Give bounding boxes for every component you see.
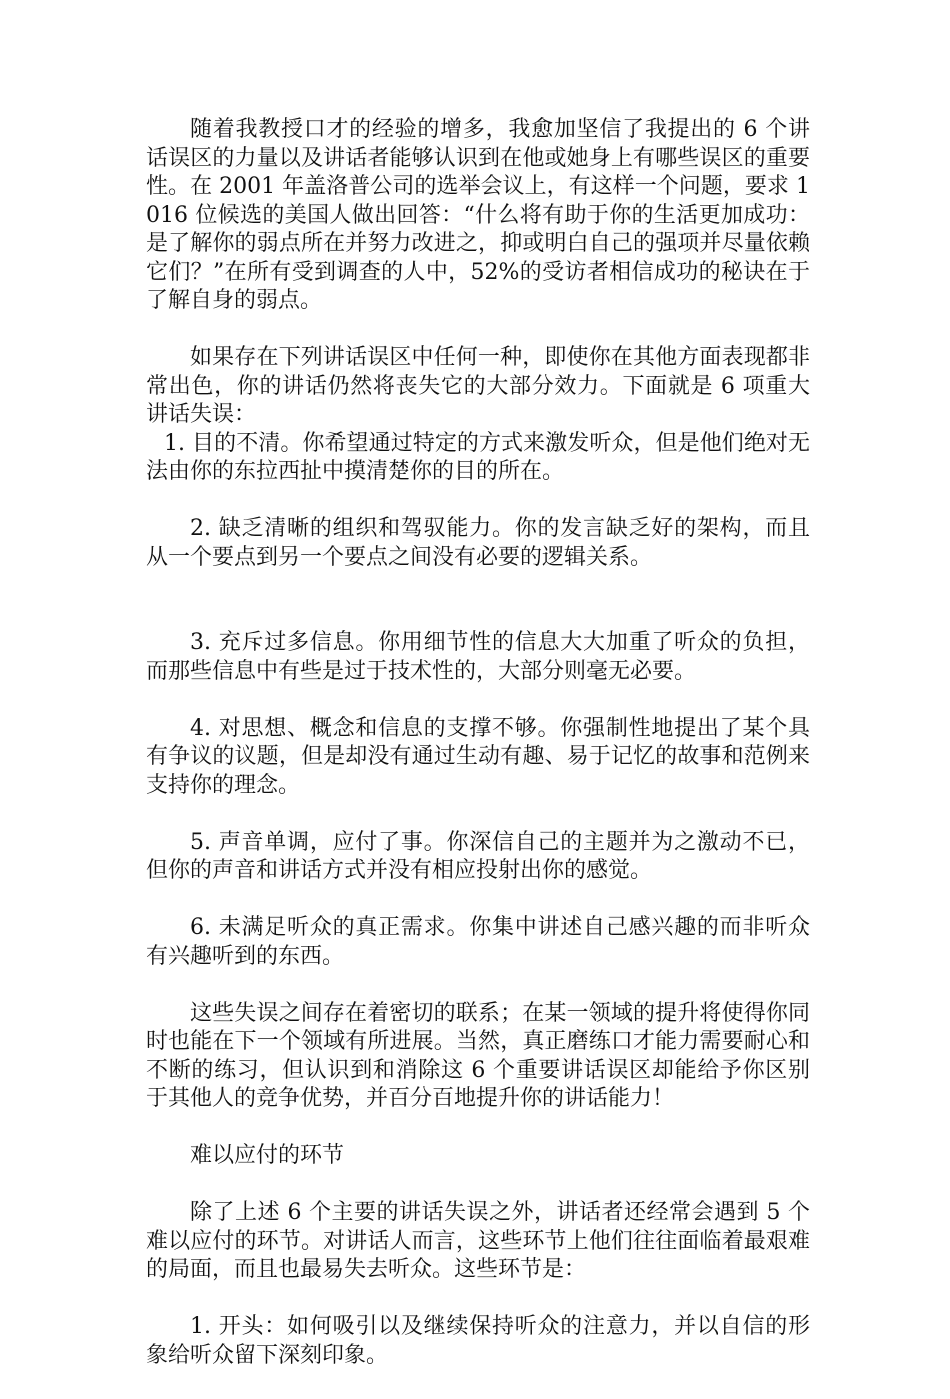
list-item-error-3: 3. 充斥过多信息。你用细节性的信息大大加重了听众的负担，而那些信息中有些是过于技术性的，大部分则毫无必要。 (146, 630, 810, 684)
section-heading: 难以应付的环节 (190, 1143, 345, 1168)
document-body (146, 116, 810, 1399)
list-item-stage-1: 1. 开头：如何吸引以及继续保持听众的注意力，并以自信的形象给听众留下深刻印象。 (146, 1314, 810, 1368)
list-item-error-2: 2. 缺乏清晰的组织和驾驭能力。你的发言缺乏好的架构，而且从一个要点到另一个要点之间没有必要的逻辑关系。 (146, 516, 810, 570)
list-item-error-1: 1. 目的不清。你希望通过特定的方式来激发听众，但是他们绝对无法由你的东拉西扯中摸清楚你的目的所在。 (146, 430, 810, 484)
list-item-error-6: 6. 未满足听众的真正需求。你集中讲述自己感兴趣的而非听众有兴趣听到的东西。 (146, 915, 810, 969)
list-item-error-4: 4. 对思想、概念和信息的支撑不够。你强制性地提出了某个具有争议的议题，但是却没有通过生动有趣、易于记忆的故事和范例来支持你的理念。 (146, 715, 810, 798)
list-item-error-5: 5. 声音单调，应付了事。你深信自己的主题并为之激动不已，但你的声音和讲话方式并没有相应投射出你的感觉。 (146, 829, 810, 883)
paragraph-intro: 随着我教授口才的经验的增多，我愈加坚信了我提出的 6 个讲话误区的力量以及讲话者能够认识到在他或她身上有哪些误区的重要性。在 2001 年盖洛普公司的选举会议上，有这样一个问题，要求 1 016 位候选的美国人做出回答：“什么将有助于你的生活更加成功：是了解你的弱点所在并努力改进之，抑或明白自己的强项并尽量依赖它们？”在所有受到调查的人中，52%的受访者相信成功的秘诀在于了解自身的弱点。 (146, 117, 810, 313)
paragraph-six-errors-lead: 如果存在下列讲话误区中任何一种，即使你在其他方面表现都非常出色，你的讲话仍然将丧失它的大部分效力。下面就是 6 项重大讲话失误： (146, 345, 810, 427)
paragraph-difficult-stages-lead: 除了上述 6 个主要的讲话失误之外，讲话者还经常会遇到 5 个难以应付的环节。对讲话人而言，这些环节上他们往往面临着最艰难的局面，而且也最易失去听众。这些环节是： (146, 1200, 810, 1282)
paragraph-errors-summary: 这些失误之间存在着密切的联系；在某一领域的提升将使得你同时也能在下一个领域有所进展。当然，真正磨练口才能力需要耐心和不断的练习，但认识到和消除这 6 个重要讲话误区却能给予你区别于其他人的竞争优势，并百分百地提升你的讲话能力！ (146, 1000, 810, 1111)
